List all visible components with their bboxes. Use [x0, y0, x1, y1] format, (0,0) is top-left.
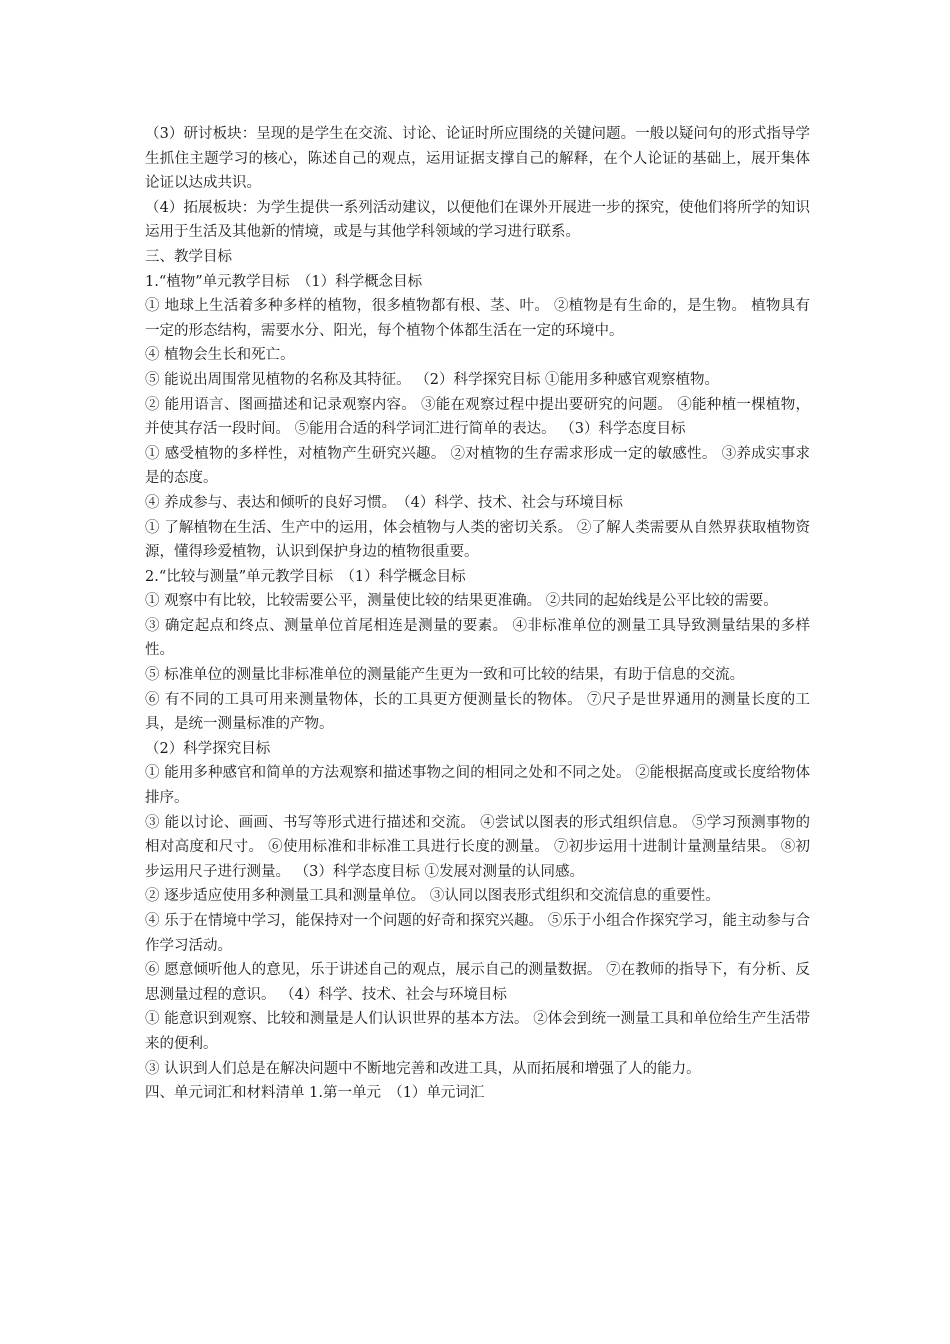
measure-inquiry-goals-1: ① 能用多种感官和简单的方法观察和描述事物之间的相同之处和不同之处。 ②能根据高度或长度给物体排序。	[145, 765, 810, 807]
measure-attitude-goals-4: ④ 乐于在情境中学习，能保持对一个问题的好奇和探究兴趣。 ⑤乐于小组合作探究学习，能主动参与合作学习活动。	[145, 913, 810, 954]
plant-stse-goals: ① 了解植物在生活、生产中的运用，体会植物与人类的密切关系。 ②了解人类需要从自然界获取植物资源，懂得珍爱植物，认识到保护身边的植物很重要。	[145, 519, 810, 561]
measure-concept-goals-6: ⑥ 有不同的工具可用来测量物体，长的工具更方便测量长的物体。 ⑦尺子是世界通用的测量长度的工具，是统一测量标准的产物。	[145, 691, 810, 733]
plant-inquiry-goals: ② 能用语言、图画描述和记录观察内容。 ③能在观察过程中提出要研究的问题。 ④能种植一棵植物，并使其存活一段时间。 ⑤能用合适的科学词汇进行简单的表达。 （3）科学态度目标	[145, 396, 810, 438]
measure-concept-goals-1: ① 观察中有比较，比较需要公平，测量使比较的结果更准确。 ②共同的起始线是公平比较的需要。	[145, 593, 778, 610]
plant-concept-goals-4: ④ 植物会生长和死亡。	[145, 347, 295, 364]
document-body	[145, 122, 810, 1106]
plant-attitude-goals-4: ④ 养成参与、表达和倾听的良好习惯。 （4）科学、技术、社会与环境目标	[145, 494, 623, 511]
heading-measure-inquiry-goals: （2）科学探究目标	[145, 740, 271, 757]
heading-teaching-goals: 三、教学目标	[145, 248, 232, 265]
paragraph-extension-section: （4）拓展板块：为学生提供一系列活动建议，以便他们在课外开展进一步的探究，使他们将所学的知识运用于生活及其他新的情境，或是与其他学科领域的学习进行联系。	[145, 199, 810, 241]
measure-concept-goals-5: ⑤ 标准单位的测量比非标准单位的测量能产生更为一致和可比较的结果，有助于信息的交流。	[145, 667, 745, 684]
measure-concept-goals-3: ③ 确定起点和终点、测量单位首尾相连是测量的要素。 ④非标准单位的测量工具导致测量结果的多样性。	[145, 617, 810, 659]
plant-concept-goals-5: ⑤ 能说出周围常见植物的名称及其特征。 （2）科学探究目标 ①能用多种感官观察植物。	[145, 371, 720, 388]
measure-attitude-goals-2: ② 逐步适应使用多种测量工具和测量单位。 ③认同以图表形式组织和交流信息的重要性。	[145, 888, 720, 905]
heading-measure-unit-goals: 2.“比较与测量”单元教学目标 （1）科学概念目标	[145, 568, 466, 585]
measure-stse-goals-1: ① 能意识到观察、比较和测量是人们认识世界的基本方法。 ②体会到统一测量工具和单位给生产生活带来的便利。	[145, 1011, 810, 1052]
paragraph-discussion-section: （3）研讨板块：呈现的是学生在交流、讨论、论证时所应围绕的关键问题。一般以疑问句的形式指导学生抓住主题学习的核心，陈述自己的观点，运用证据支撑自己的解释，在个人论证的基础上，展开集体论证以达成共识。	[145, 126, 810, 192]
heading-plant-unit-goals: 1.“植物”单元教学目标 （1）科学概念目标	[145, 273, 423, 290]
heading-unit-vocabulary: 四、单元词汇和材料清单 1.第一单元 （1）单元词汇	[145, 1085, 485, 1102]
plant-attitude-goals-1: ① 感受植物的多样性，对植物产生研究兴趣。 ②对植物的生存需求形成一定的敏感性。 ③养成实事求是的态度。	[145, 445, 810, 487]
measure-stse-goals-3: ③ 认识到人们总是在解决问题中不断地完善和改进工具，从而拓展和增强了人的能力。	[145, 1060, 701, 1077]
measure-inquiry-goals-3: ③ 能以讨论、画画、书写等形式进行描述和交流。 ④尝试以图表的形式组织信息。 ⑤学习预测事物的相对高度和尺寸。 ⑥使用标准和非标准工具进行长度的测量。 ⑦初步运用十进制计量测量结果。 ⑧初步运用尺子进行测量。 （3）科学态度目标 ①发展对测量的认同感。	[145, 814, 810, 880]
plant-concept-goals-1: ① 地球上生活着多种多样的植物，很多植物都有根、茎、叶。 ②植物是有生命的，是生物。 植物具有一定的形态结构，需要水分、阳光，每个植物个体都生活在一定的环境中。	[145, 298, 810, 339]
measure-attitude-goals-6: ⑥ 愿意倾听他人的意见，乐于讲述自己的观点，展示自己的测量数据。 ⑦在教师的指导下，有分析、反思测量过程的意识。 （4）科学、技术、社会与环境目标	[145, 962, 810, 1003]
